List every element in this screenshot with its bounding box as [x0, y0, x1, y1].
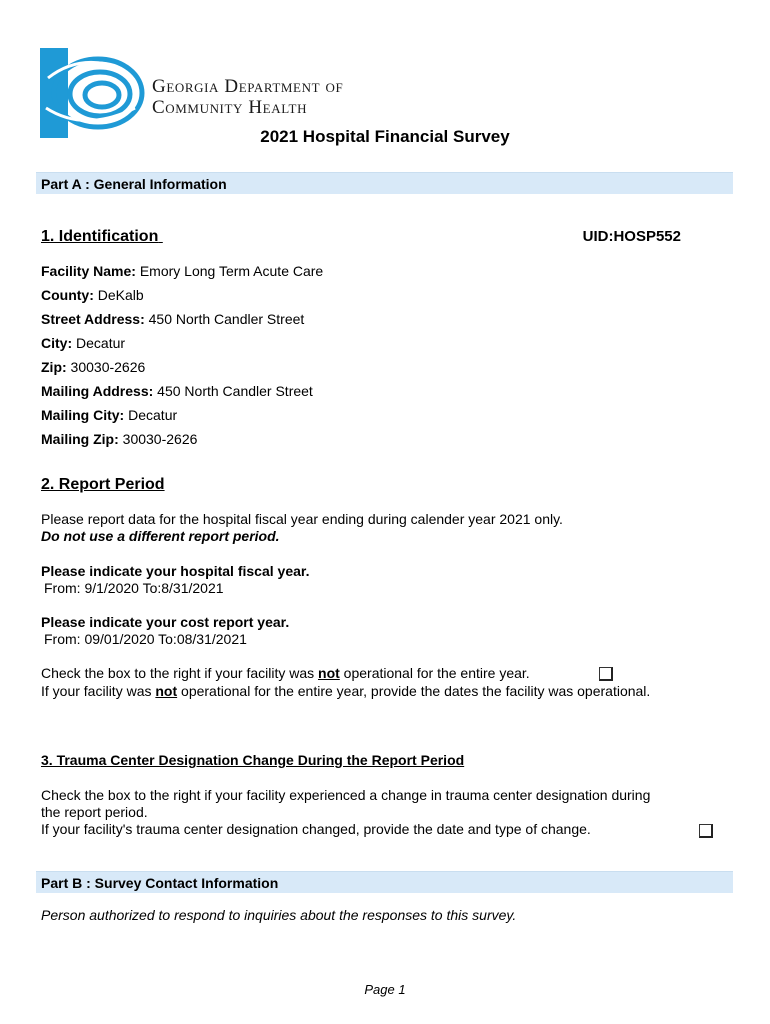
report-period-heading: 2. Report Period	[41, 476, 165, 493]
text-part: operational for the entire year.	[339, 665, 530, 681]
part-a-header: Part A : General Information	[36, 172, 733, 194]
field-label: Mailing City:	[41, 407, 125, 423]
part-b-header: Part B : Survey Contact Information	[36, 871, 733, 893]
document-title: 2021 Hospital Financial Survey	[260, 127, 510, 146]
mailing-city-field	[41, 407, 177, 423]
trauma-line-2: the report period.	[41, 804, 148, 820]
cost-report-value: From: 09/01/2020 To:08/31/2021	[44, 631, 247, 647]
trauma-heading: 3. Trauma Center Designation Change During the Report Period	[41, 752, 465, 768]
field-value: Decatur	[76, 335, 126, 351]
fiscal-year-value: From: 9/1/2020 To:8/31/2021	[44, 580, 224, 596]
text-part: If your facility was	[41, 683, 156, 699]
not-emphasis: not	[155, 683, 178, 699]
operational-dates-text	[41, 683, 650, 700]
field-label: Mailing Address:	[41, 383, 154, 399]
not-emphasis: not	[318, 665, 340, 681]
field-label: Facility Name:	[41, 263, 136, 279]
org-name	[152, 76, 343, 118]
city-field	[41, 335, 125, 351]
trauma-line-1: Check the box to the right if your facility experienced a change in trauma center designation during	[41, 787, 651, 803]
org-name-line2: Community Health	[152, 97, 308, 118]
text-part: operational for the entire year, provide the dates the facility was operational.	[177, 683, 651, 699]
zip-field	[41, 359, 145, 375]
field-value: 450 North Candler Street	[148, 311, 305, 327]
gdch-logo-icon	[40, 48, 150, 138]
mailing-zip-field	[41, 431, 197, 447]
facility-name-field	[41, 263, 323, 279]
identification-heading: 1. Identification	[41, 228, 159, 245]
report-period-warning: Do not use a different report period.	[41, 528, 280, 544]
not-operational-checkbox[interactable]	[599, 667, 613, 681]
field-value: 450 North Candler Street	[157, 383, 313, 399]
text-part: Check the box to the right if your facility was	[41, 665, 319, 681]
street-address-field	[41, 311, 304, 327]
field-label: City:	[41, 335, 73, 351]
trauma-line-3: If your facility's trauma center designation changed, provide the date and type of change.	[41, 821, 591, 837]
county-field	[41, 287, 144, 303]
field-value: 30030-2626	[70, 359, 146, 375]
trauma-change-checkbox[interactable]	[699, 824, 713, 838]
org-name-line1: Georgia Department of	[152, 76, 344, 97]
not-operational-check-text	[41, 665, 530, 682]
field-value: DeKalb	[97, 287, 144, 303]
field-label: Zip:	[41, 359, 67, 375]
field-label: County:	[41, 287, 94, 303]
report-period-intro: Please report data for the hospital fiscal year ending during calender year 2021 only.	[41, 511, 563, 527]
page-number: Page 1	[364, 982, 406, 997]
mailing-address-field	[41, 383, 313, 399]
fiscal-year-prompt: Please indicate your hospital fiscal year.	[41, 563, 310, 579]
cost-report-prompt: Please indicate your cost report year.	[41, 614, 290, 630]
field-label: Mailing Zip:	[41, 431, 119, 447]
field-label: Street Address:	[41, 311, 145, 327]
field-value: 30030-2626	[122, 431, 198, 447]
field-value: Decatur	[128, 407, 178, 423]
uid-label: UID:HOSP552	[582, 228, 681, 245]
contact-note: Person authorized to respond to inquiries about the responses to this survey.	[41, 907, 517, 923]
field-value: Emory Long Term Acute Care	[139, 263, 324, 279]
